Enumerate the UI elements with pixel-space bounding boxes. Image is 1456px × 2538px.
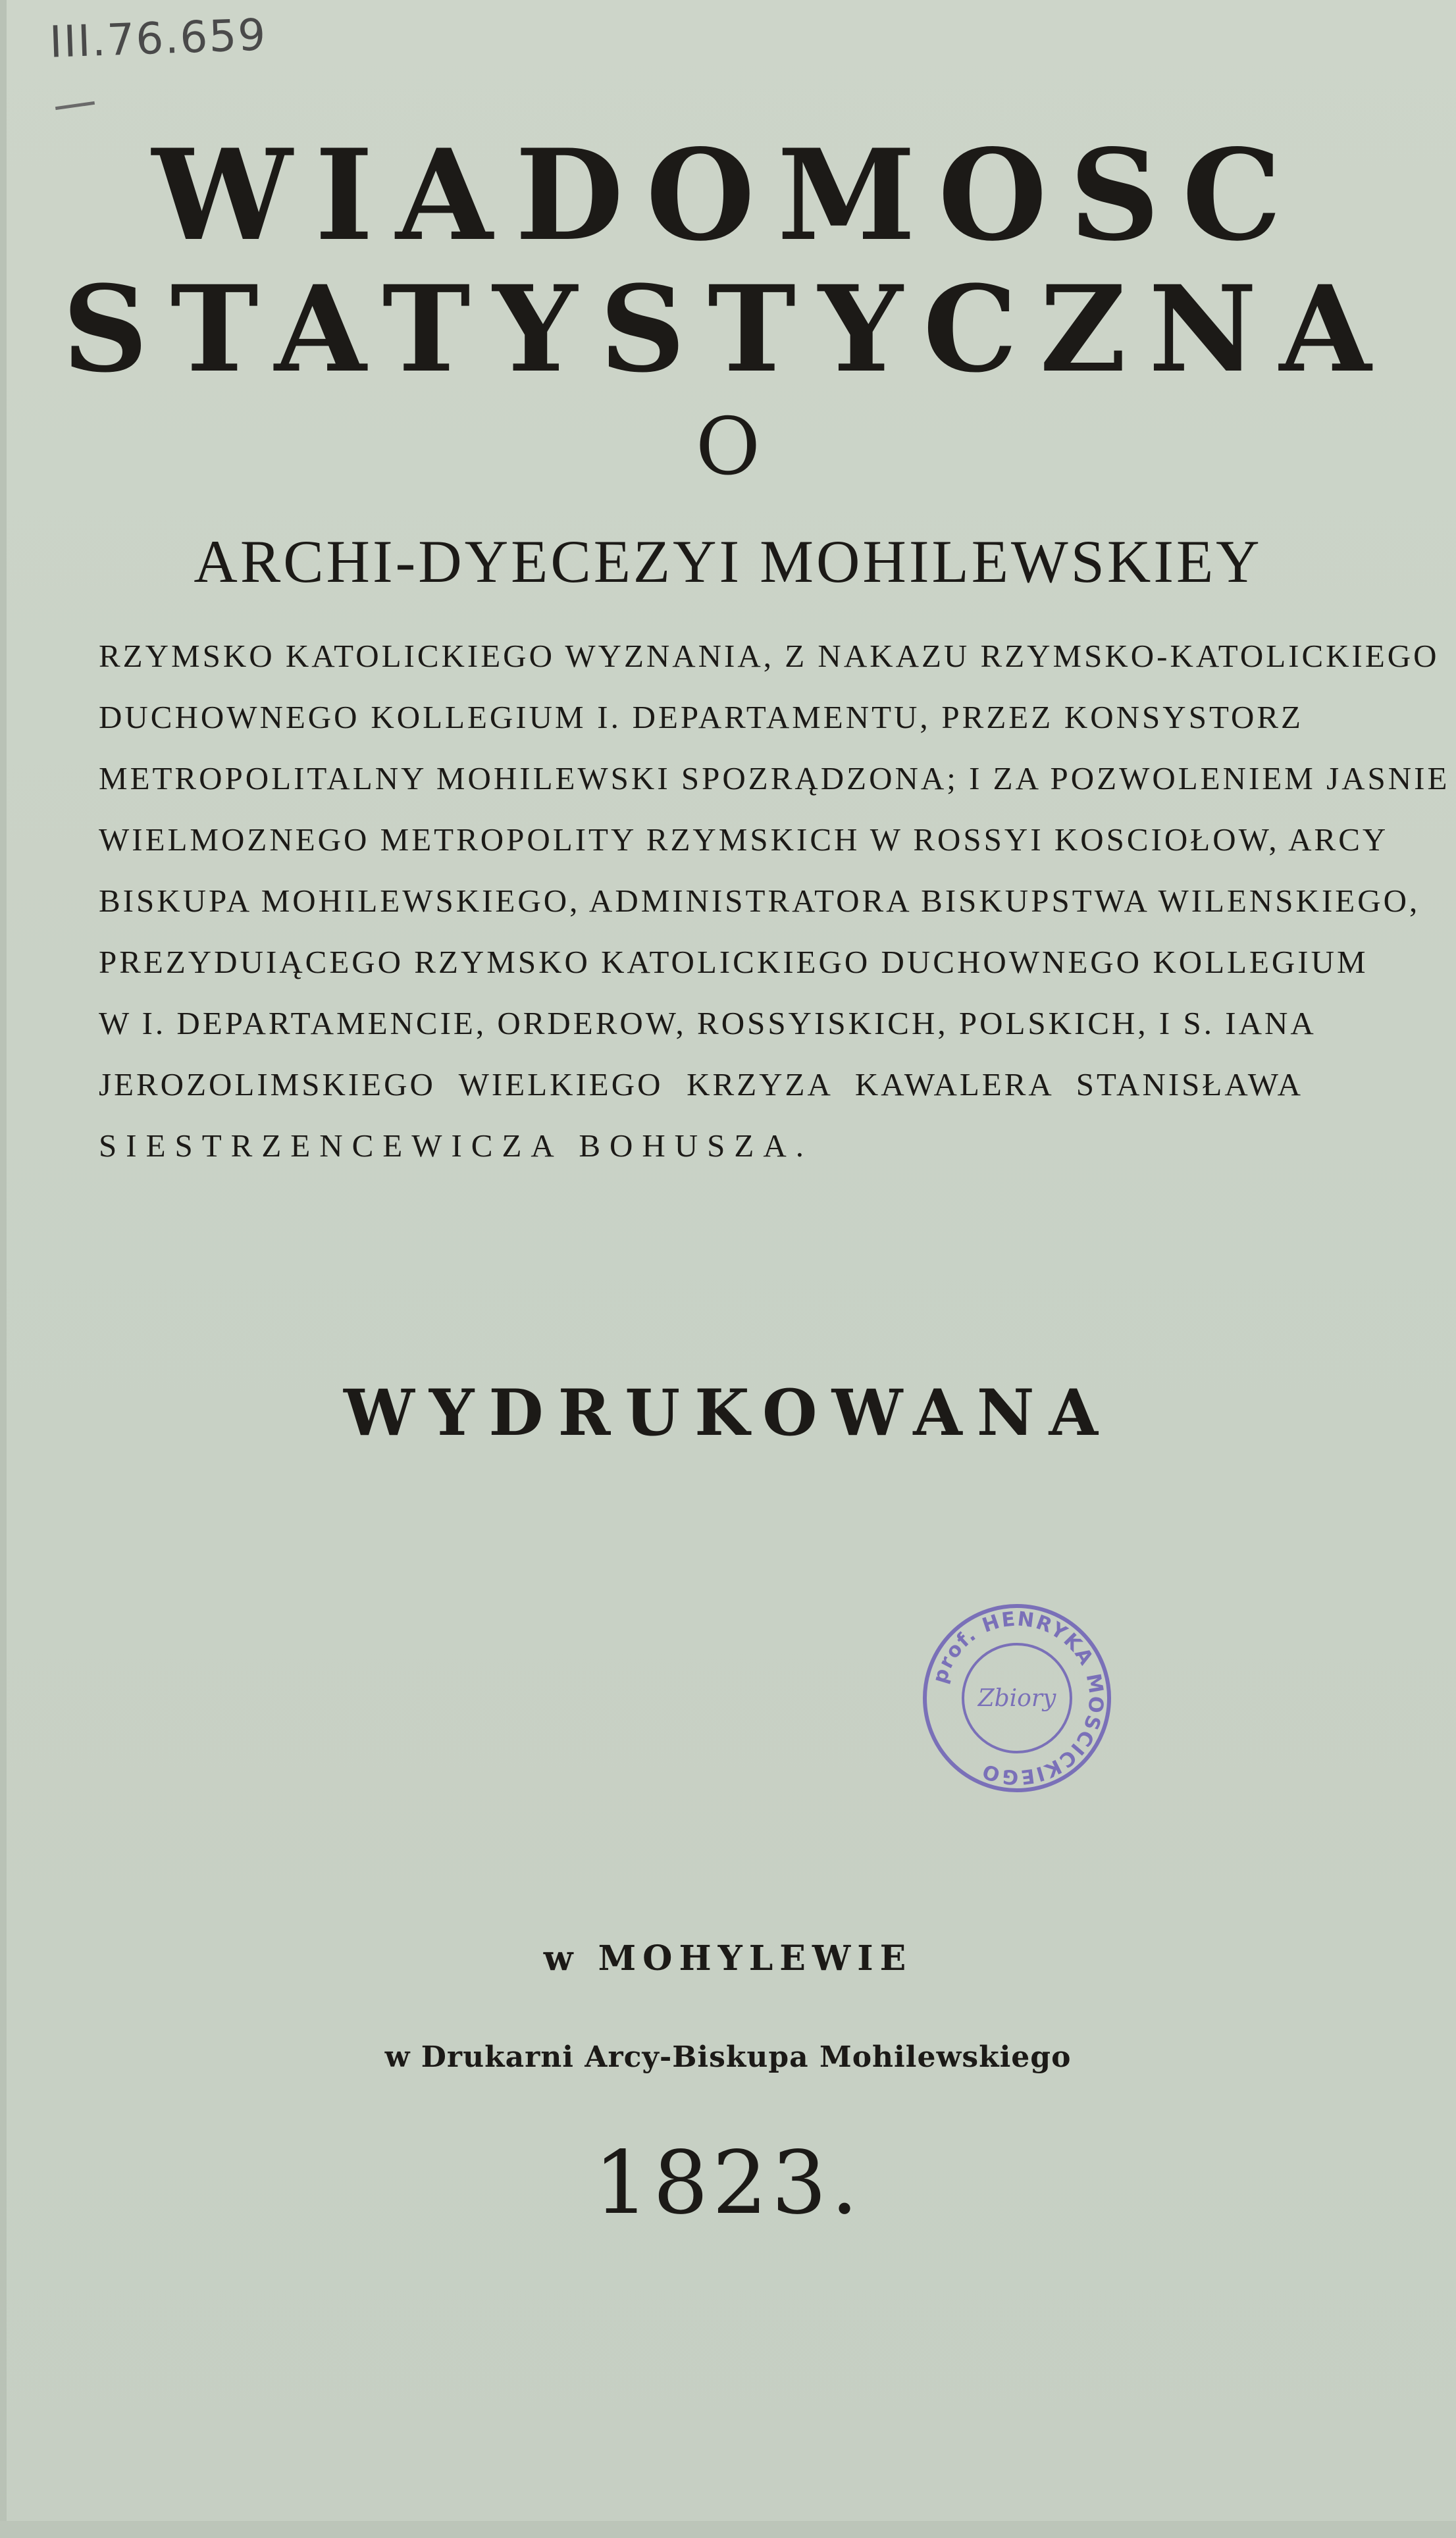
title-line-1: WIADOMOSC bbox=[151, 122, 1305, 269]
body-line: RZYMSKO KATOLICKIEGO WYZNANIA, Z NAKAZU RZYMSKO-KATOLICKIEGO bbox=[99, 638, 1440, 674]
body-line: DUCHOWNEGO KOLLEGIUM I. DEPARTAMENTU, PRZEZ KONSYSTORZ bbox=[99, 699, 1303, 735]
body-line: JEROZOLIMSKIEGO WIELKIEGO KRZYZA KAWALERA STANISŁAWA bbox=[99, 1066, 1303, 1102]
stamp-ring-text: prof. HENRYKA MOSCICKIEGO bbox=[928, 1607, 1108, 1789]
subtitle: ARCHI-DYECEZYI MOHILEWSKIEY bbox=[194, 528, 1262, 595]
body-line: SIESTRZENCEWICZA BOHUSZA. bbox=[99, 1127, 813, 1164]
printing-house: w Drukarni Arcy-Biskupa Mohilewskiego bbox=[384, 2040, 1072, 2074]
library-stamp-icon bbox=[918, 1599, 1116, 1797]
printed-label: WYDRUKOWANA bbox=[344, 1376, 1112, 1450]
body-line: BISKUPA MOHILEWSKIEGO, ADMINISTRATORA BISKUPSTWA WILENSKIEGO, bbox=[99, 883, 1420, 919]
stamp-center-text: Zbiory bbox=[977, 1685, 1056, 1712]
shelfmark-tick bbox=[55, 101, 95, 110]
place-of-printing: w MOHYLEWIE bbox=[543, 1938, 913, 1979]
page-edge-bottom bbox=[0, 2521, 1456, 2538]
body-line: METROPOLITALNY MOHILEWSKI SPOZRĄDZONA; I ZA POZWOLENIEM JASNIE bbox=[99, 760, 1450, 796]
publication-year: 1823. bbox=[594, 2133, 862, 2234]
title-line-3: O bbox=[695, 401, 761, 493]
body-line: WIELMOZNEGO METROPOLITY RZYMSKICH W ROSSYI KOSCIOŁOW, ARCY bbox=[99, 821, 1389, 858]
title-line-2: STATYSTYCZNA bbox=[62, 260, 1394, 399]
body-line: PREZYDUIĄCEGO RZYMSKO KATOLICKIEGO DUCHOWNEGO KOLLEGIUM bbox=[99, 944, 1368, 980]
title-body-text bbox=[99, 625, 1450, 1176]
shelfmark: III.76.659 bbox=[48, 9, 268, 68]
body-line: W I. DEPARTAMENCIE, ORDEROW, ROSSYISKICH, POLSKICH, I S. IANA bbox=[99, 1005, 1316, 1041]
